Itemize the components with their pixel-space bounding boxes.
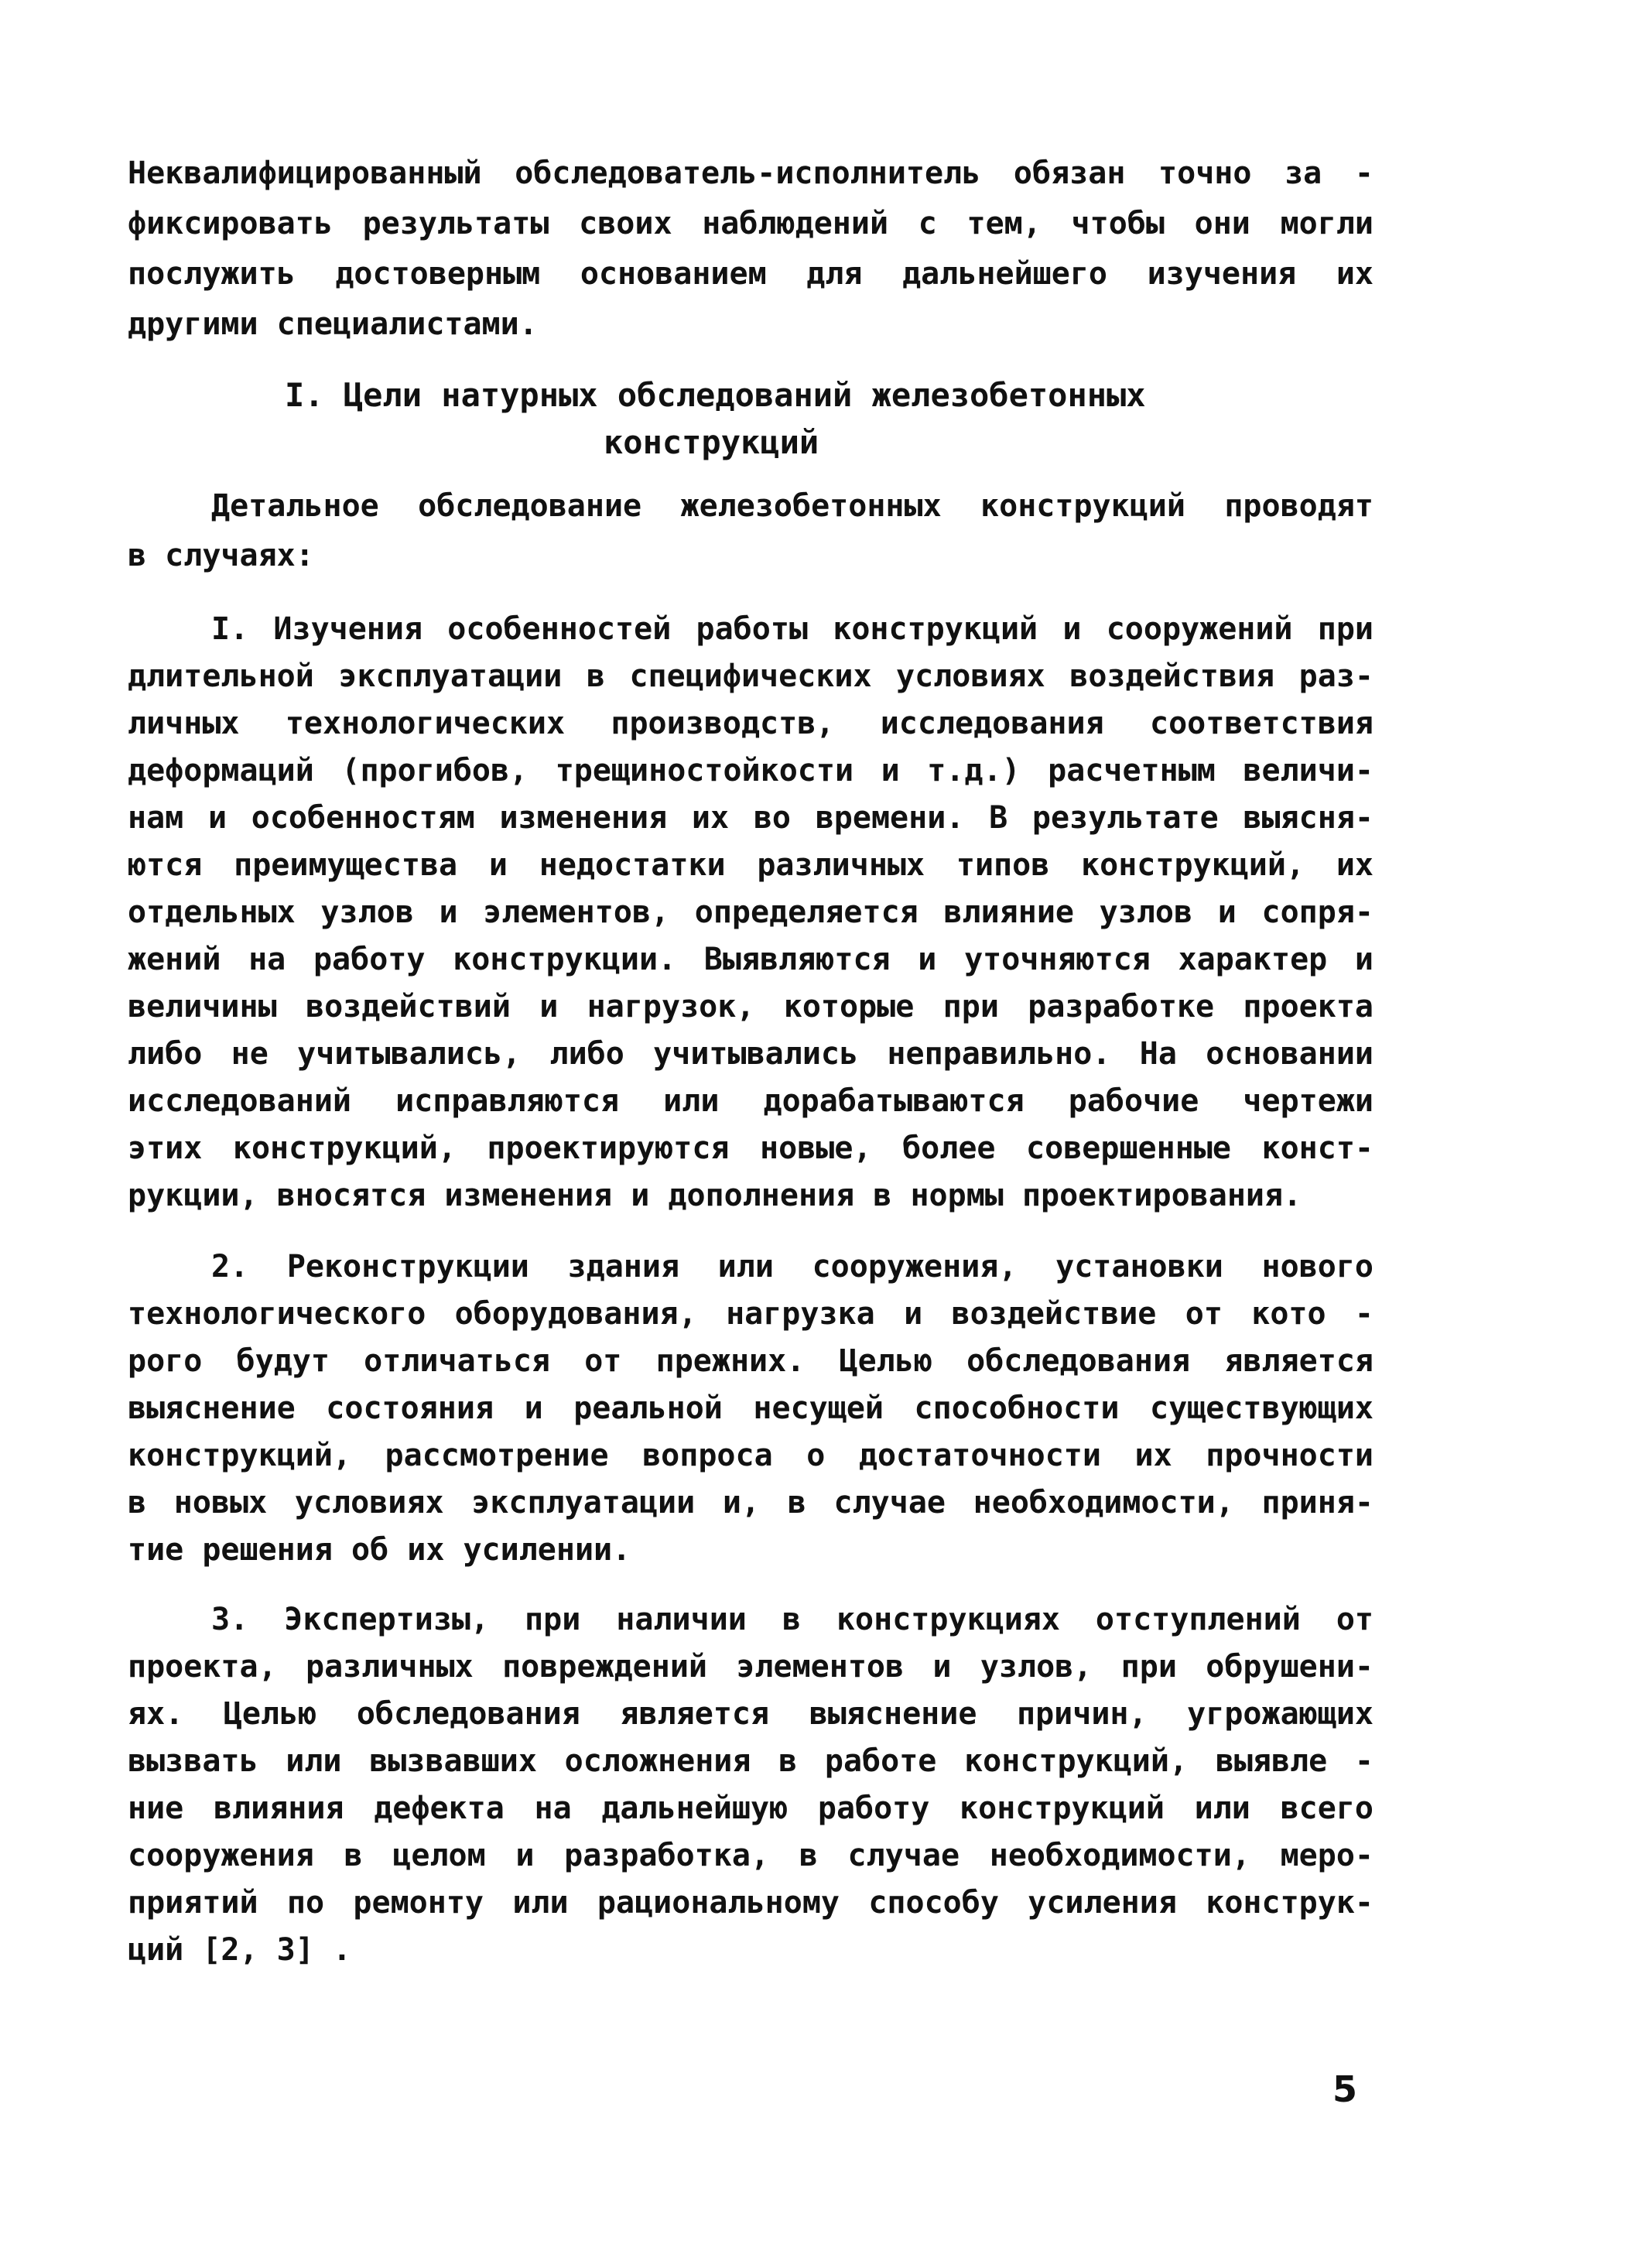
intro-line: послужить достоверным основанием для дальнейшего изучения их <box>128 256 1373 292</box>
item1-line: исследований исправляются или дорабатываются рабочие чертежи <box>128 1083 1373 1119</box>
item1-line: этих конструкций, проектируются новые, более совершенные конст- <box>128 1131 1373 1166</box>
item1-line: отдельных узлов и элементов, определяется влияние узлов и сопря- <box>128 895 1373 930</box>
lead-line: Детальное обследование железобетонных конструкций проводят <box>211 488 1373 524</box>
item1-line: деформаций (прогибов, трещиностойкости и т.д.) расчетным величи- <box>128 753 1373 788</box>
intro-line: другими специалистами. <box>128 306 538 342</box>
item1-line: личных технологических производств, исследования соответствия <box>128 706 1373 741</box>
item1-line: ются преимущества и недостатки различных типов конструкций, их <box>128 847 1373 883</box>
item1-line: нам и особенностям изменения их во времени. В результате выясня- <box>128 800 1373 836</box>
item2-line: технологического оборудования, нагрузка и воздействие от кото - <box>128 1296 1373 1332</box>
item1-line: рукции, вносятся изменения и дополнения в нормы проектирования. <box>128 1178 1302 1213</box>
section-heading-line1: I. Цели натурных обследований железобетонных <box>285 376 1146 414</box>
item3-line: ций [2, 3] . <box>128 1932 351 1968</box>
item1-line: I. Изучения особенностей работы конструкций и сооружений при <box>211 611 1373 647</box>
item2-line: рого будут отличаться от прежних. Целью обследования является <box>128 1343 1373 1379</box>
intro-line: фиксировать результаты своих наблюдений с тем, чтобы они могли <box>128 206 1373 241</box>
item3-line: 3. Экспертизы, при наличии в конструкциях отступлений от <box>211 1602 1373 1637</box>
item1-line: величины воздействий и нагрузок, которые при разработке проекта <box>128 989 1373 1025</box>
item2-line: выяснение состояния и реальной несущей способности существующих <box>128 1391 1373 1426</box>
page-number: 5 <box>1332 2068 1358 2110</box>
section-heading-line2: конструкций <box>604 423 819 461</box>
item2-line: 2. Реконструкции здания или сооружения, установки нового <box>211 1249 1373 1285</box>
item2-line: конструкций, рассмотрение вопроса о достаточности их прочности <box>128 1438 1373 1473</box>
item3-line: вызвать или вызвавших осложнения в работе конструкций, выявле - <box>128 1743 1373 1779</box>
item3-line: проекта, различных повреждений элементов и узлов, при обрушени- <box>128 1649 1373 1685</box>
item3-line: сооружения в целом и разработка, в случае необходимости, меро- <box>128 1838 1373 1873</box>
lead-line: в случаях: <box>128 538 314 573</box>
item2-line: в новых условиях эксплуатации и, в случае необходимости, приня- <box>128 1485 1373 1521</box>
item1-line: жений на работу конструкции. Выявляются и уточняются характер и <box>128 942 1373 977</box>
item3-line: приятий по ремонту или рациональному способу усиления конструк- <box>128 1885 1373 1921</box>
item1-line: длительной эксплуатации в специфических условиях воздействия раз- <box>128 659 1373 694</box>
item1-line: либо не учитывались, либо учитывались неправильно. На основании <box>128 1036 1373 1072</box>
item3-line: ние влияния дефекта на дальнейшую работу конструкций или всего <box>128 1791 1373 1826</box>
item3-line: ях. Целью обследования является выяснение причин, угрожающих <box>128 1696 1373 1732</box>
item2-line: тие решения об их усилении. <box>128 1532 631 1568</box>
intro-line: Неквалифицированный обследователь-исполнитель обязан точно за - <box>128 156 1373 191</box>
